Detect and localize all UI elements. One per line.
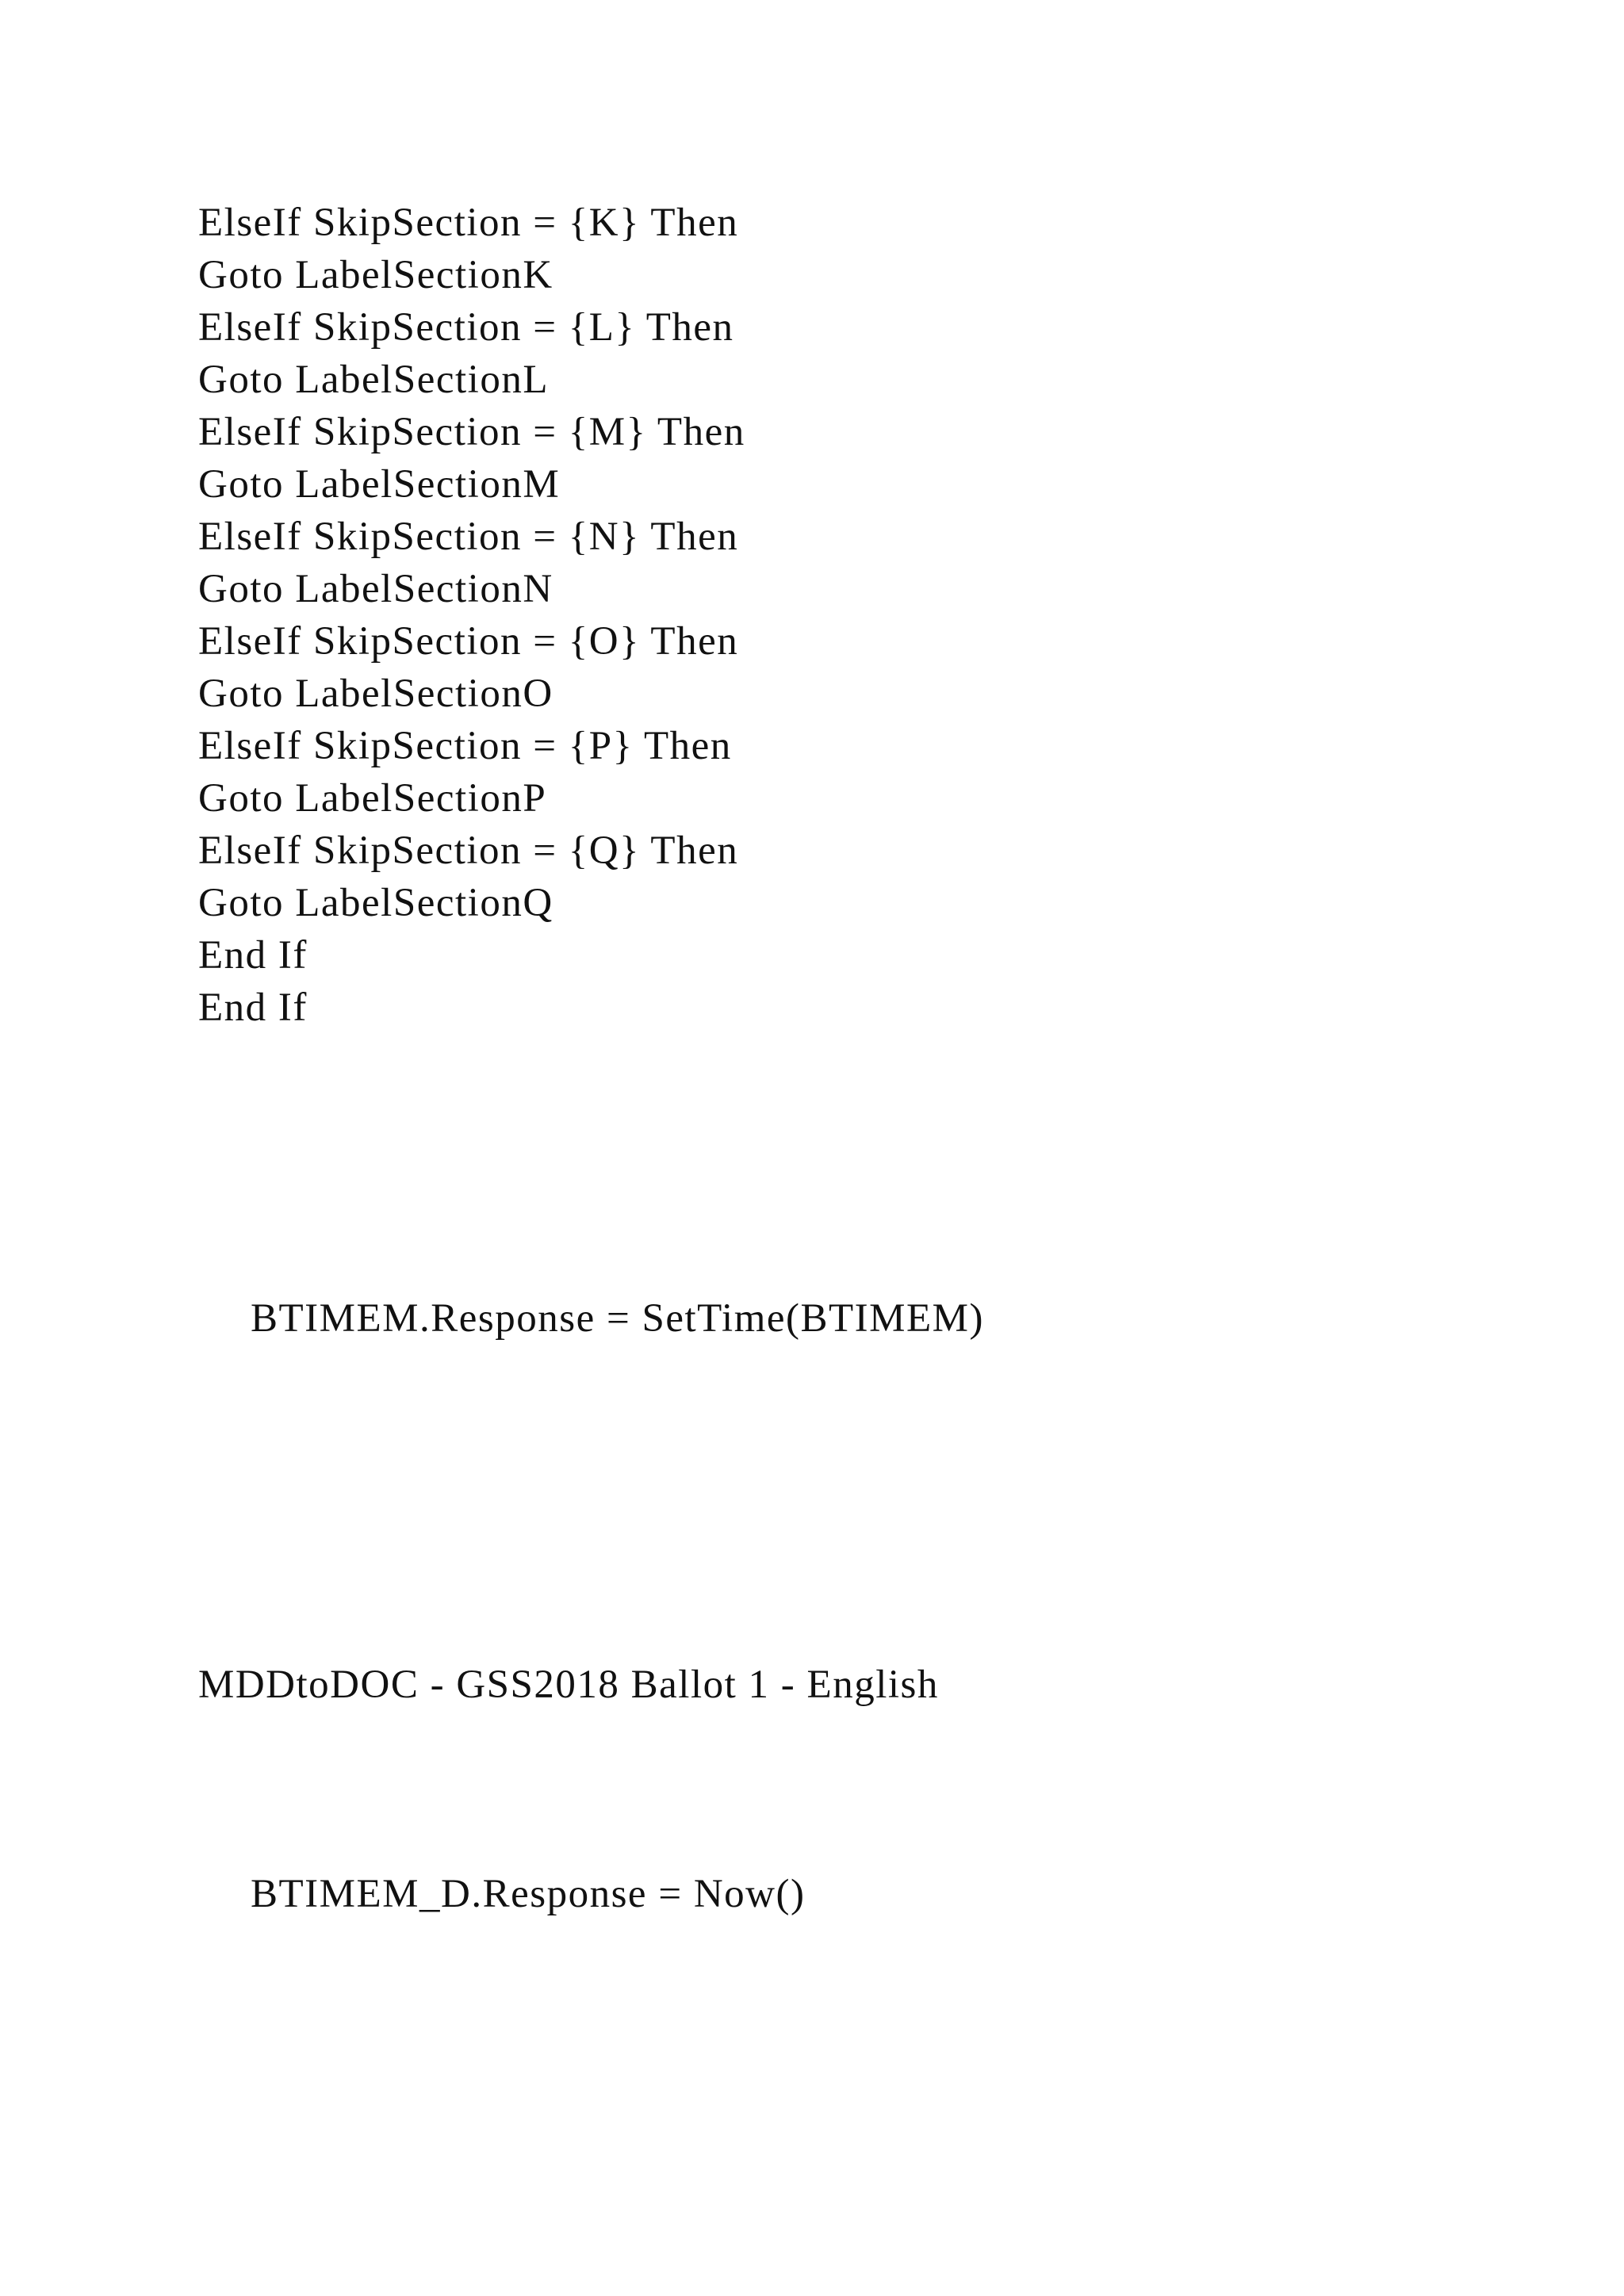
code-line: Goto LabelSectionP bbox=[198, 776, 547, 821]
btimem-d-statement: BTIMEM_D.Response = Now() bbox=[251, 1872, 806, 1916]
code-line: Goto LabelSectionM bbox=[198, 462, 561, 507]
document-footer: MDDtoDOC - GSS2018 Ballot 1 - English bbox=[198, 1663, 939, 1707]
code-line: Goto LabelSectionQ bbox=[198, 881, 553, 925]
code-line: Goto LabelSectionO bbox=[198, 672, 553, 716]
code-line: Goto LabelSectionK bbox=[198, 253, 553, 297]
code-line: ElseIf SkipSection = {L} Then bbox=[198, 305, 734, 350]
code-line: ElseIf SkipSection = {P} Then bbox=[198, 724, 732, 768]
code-line: ElseIf SkipSection = {O} Then bbox=[198, 619, 739, 664]
code-line: ElseIf SkipSection = {N} Then bbox=[198, 515, 739, 559]
code-line: Goto LabelSectionN bbox=[198, 567, 553, 611]
code-line: ElseIf SkipSection = {K} Then bbox=[198, 201, 739, 245]
code-line: End If bbox=[198, 933, 308, 978]
btimem-statement: BTIMEM.Response = SetTime(BTIMEM) bbox=[251, 1296, 984, 1341]
code-line: End If bbox=[198, 985, 308, 1030]
code-line: ElseIf SkipSection = {Q} Then bbox=[198, 828, 739, 873]
code-line: Goto LabelSectionL bbox=[198, 358, 549, 402]
code-line: ElseIf SkipSection = {M} Then bbox=[198, 410, 745, 454]
